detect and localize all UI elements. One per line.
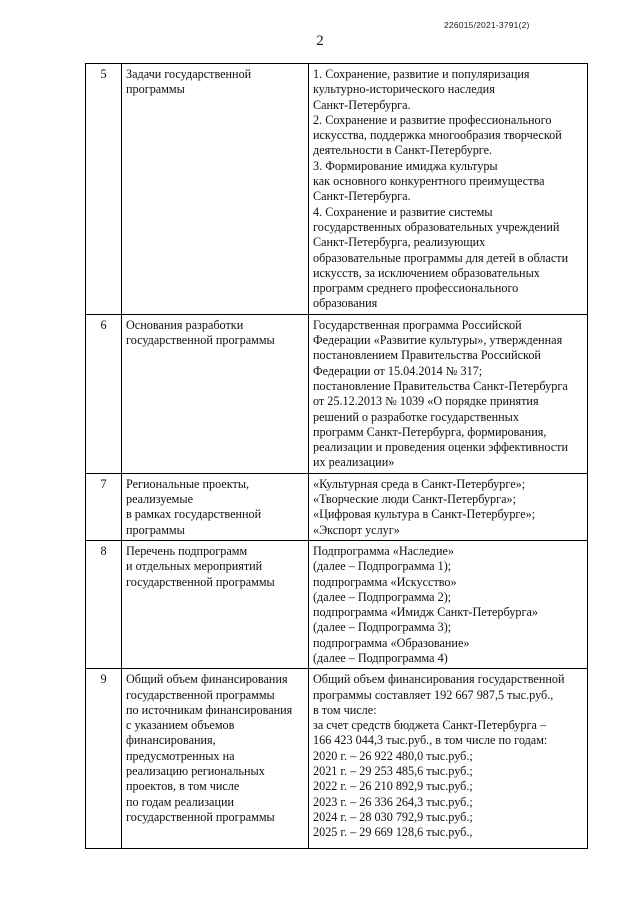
row-number: 6 [86, 314, 122, 473]
label-line: Основания разработки [126, 317, 244, 332]
row-number: 5 [86, 64, 122, 315]
label-line: предусмотренных на [126, 748, 235, 763]
content-line: как основного конкурентного преимущества [313, 174, 545, 189]
label-line: государственной программы [126, 687, 275, 702]
content-line: искусств, за исключением образовательных [313, 265, 540, 280]
label-line: Общий объем финансирования [126, 672, 288, 687]
content-line: 4. Сохранение и развитие системы [313, 204, 493, 219]
content-line: (далее – Подпрограмма 4) [313, 650, 448, 665]
content-line: культурно-исторического наследия [313, 82, 495, 97]
label-line: программы [126, 522, 185, 537]
content-line: 2022 г. – 26 210 892,9 тыс.руб.; [313, 779, 473, 794]
table-row [86, 473, 588, 540]
content-line: «Культурная среда в Санкт-Петербурге»; [313, 476, 526, 491]
content-line: программ Санкт-Петербурга, формирования, [313, 424, 547, 439]
content-line: подпрограмма «Имидж Санкт-Петербурга» [313, 605, 538, 620]
content-line: 166 423 044,3 тыс.руб., в том числе по годам: [313, 733, 548, 748]
content-line: искусства, поддержка многообразия творческой [313, 128, 562, 143]
row-label [122, 64, 309, 315]
content-line: от 25.12.2013 № 1039 «О порядке принятия [313, 394, 539, 409]
label-line: Задачи государственной [126, 67, 252, 81]
content-line: Подпрограмма «Наследие» [313, 543, 455, 558]
row-content [309, 473, 588, 540]
content-line: постановление Правительства Санкт-Петербурга [313, 378, 568, 393]
label-line: программы [126, 82, 185, 97]
content-line: за счет средств бюджета Санкт-Петербурга – [313, 718, 547, 733]
content-line: в том числе: [313, 702, 377, 717]
table-row [86, 669, 588, 849]
content-line: государственных образовательных учреждений [313, 219, 560, 234]
content-line: 2025 г. – 29 669 128,6 тыс.руб., [313, 825, 473, 840]
label-line: Перечень подпрограмм [126, 543, 248, 558]
table-row [86, 540, 588, 668]
content-line: Федерации от 15.04.2014 № 317; [313, 363, 483, 378]
row-content [309, 540, 588, 668]
page-number: 2 [316, 33, 324, 49]
table-row [86, 64, 588, 315]
content-line: 2020 г. – 26 922 480,0 тыс.руб.; [313, 748, 473, 763]
row-number: 7 [86, 473, 122, 540]
label-line: реализацию региональных [126, 764, 265, 779]
content-line: Санкт-Петербурга, реализующих [313, 235, 486, 250]
row-label [122, 540, 309, 668]
row-number: 8 [86, 540, 122, 668]
label-line: финансирования, [126, 733, 216, 748]
content-line: 2. Сохранение и развитие профессионального [313, 112, 552, 127]
label-line: по источникам финансирования [126, 702, 293, 717]
content-line: «Экспорт услуг» [313, 522, 400, 537]
row-content [309, 64, 588, 315]
content-line: «Цифровая культура в Санкт-Петербурге»; [313, 507, 536, 522]
content-line: Общий объем финансирования государственной [313, 672, 565, 687]
program-passport-table [85, 63, 588, 849]
table-row [86, 314, 588, 473]
row-label [122, 669, 309, 849]
content-line: 2023 г. – 26 336 264,3 тыс.руб.; [313, 794, 473, 809]
row-number: 9 [86, 669, 122, 849]
content-line: «Творческие люди Санкт-Петербурга»; [313, 492, 517, 507]
label-line: Региональные проекты, [126, 476, 250, 491]
content-line: Государственная программа Российской [313, 317, 522, 332]
content-line: 3. Формирование имиджа культуры [313, 158, 498, 173]
row-content [309, 669, 588, 849]
content-line: решений о разработке государственных [313, 409, 519, 424]
content-line: (далее – Подпрограмма 1); [313, 559, 452, 574]
document-id: 226015/2021-3791(2) [444, 20, 530, 30]
content-line: Федерации «Развитие культуры», утвержденная [313, 333, 563, 348]
content-line: образовательные программы для детей в области [313, 250, 569, 265]
content-line: реализации и проведения оценки эффективности [313, 440, 568, 455]
content-line: подпрограмма «Искусство» [313, 574, 457, 589]
content-line: 1. Сохранение, развитие и популяризация [313, 67, 530, 81]
content-line: подпрограмма «Образование» [313, 635, 470, 650]
row-content [309, 314, 588, 473]
label-line: в рамках государственной [126, 507, 262, 522]
content-line: 2021 г. – 29 253 485,6 тыс.руб.; [313, 764, 473, 779]
row-label [122, 314, 309, 473]
content-line: Санкт-Петербурга. [313, 97, 411, 112]
content-line: программ среднего профессионального [313, 281, 519, 296]
content-line: деятельности в Санкт-Петербурге. [313, 143, 493, 158]
label-line: государственной программы [126, 809, 275, 824]
content-line: (далее – Подпрограмма 2); [313, 589, 452, 604]
content-line: программы составляет 192 667 987,5 тыс.руб., [313, 687, 554, 702]
content-line: (далее – Подпрограмма 3); [313, 620, 452, 635]
content-line: Санкт-Петербурга. [313, 189, 411, 204]
label-line: государственной программы [126, 574, 275, 589]
label-line: проектов, в том числе [126, 779, 240, 794]
label-line: и отдельных мероприятий [126, 559, 263, 574]
row-label [122, 473, 309, 540]
label-line: с указанием объемов [126, 718, 235, 733]
label-line: по годам реализации [126, 794, 235, 809]
content-line: постановлением Правительства Российской [313, 348, 541, 363]
content-line: их реализации» [313, 455, 395, 470]
content-line: 2024 г. – 28 030 792,9 тыс.руб.; [313, 809, 473, 824]
content-line: образования [313, 296, 378, 311]
label-line: государственной программы [126, 333, 275, 348]
label-line: реализуемые [126, 492, 193, 507]
